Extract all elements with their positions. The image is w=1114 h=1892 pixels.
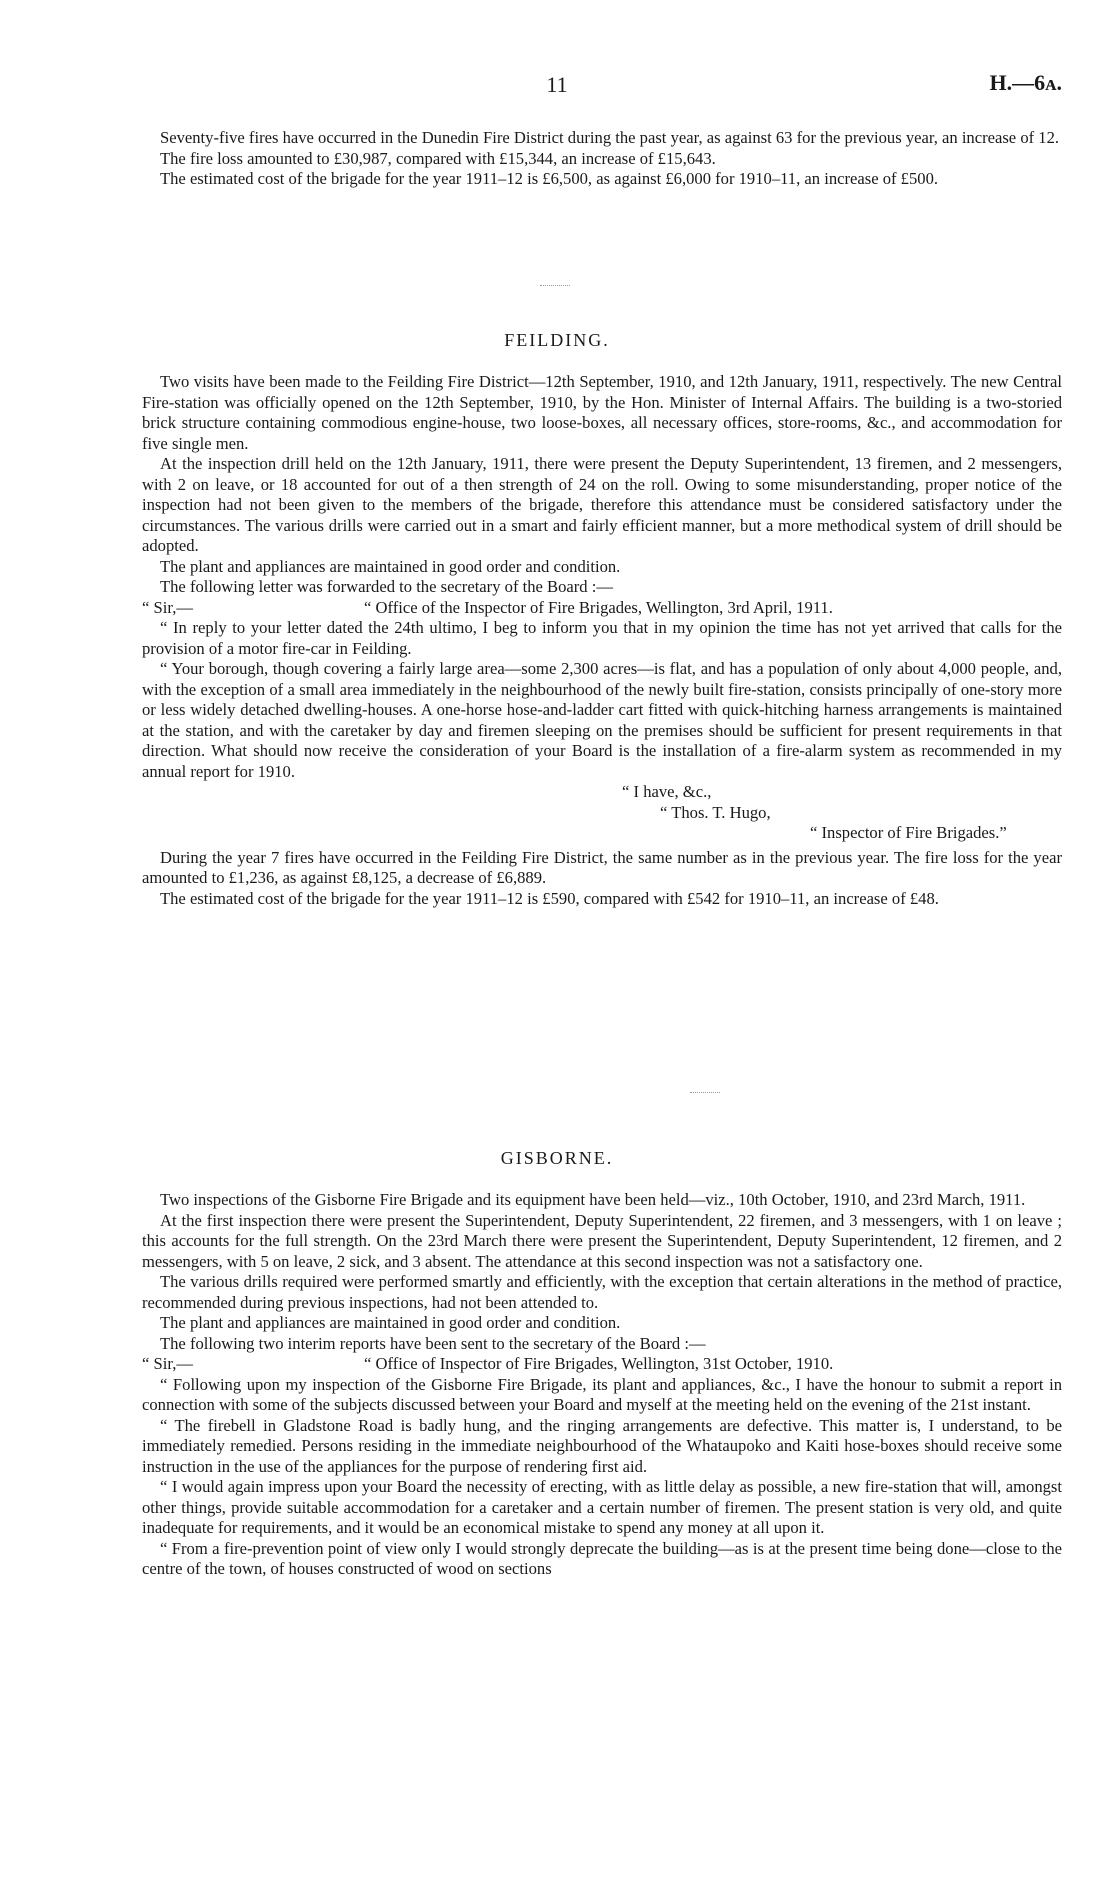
page-number: 11 [546,72,568,97]
paragraph: Two visits have been made to the Feilding Fire District—12th September, 1910, and 12th January, 1911, respectively. The new Central Fire-station was officially opened on the 12th September, 1910, by the Hon. Minister of Internal Affairs. The building is a two-storied brick structure containing commodious engine-house, two loose-boxes, all necessary offices, store-rooms, &c., and accommodation for five single men. [142,372,1062,453]
dunedin-section [142,128,1062,190]
document-reference: H.—6ᴀ. [989,70,1062,95]
paragraph: The plant and appliances are maintained in good order and condition. [160,1313,621,1332]
section-separator [690,1092,720,1094]
letter-closing: “ I have, &c., [622,782,712,801]
letter-address: “ Office of the Inspector of Fire Brigades, Wellington, 3rd April, 1911. [364,597,833,617]
paragraph: The various drills required were performed smartly and efficiently, with the exception that certain alterations in the method of practice, recommended during previous inspections, had not been attended to. [142,1272,1062,1312]
letter-paragraph: “ I would again impress upon your Board the necessity of erecting, with as little delay as possible, a new fire-station that will, amongst other things, provide suitable accommodation for a caretaker and a certain number of firemen. The present station is very old, and quite inadequate for requirements, and it would be an economical mistake to spend any money at all upon it. [142,1477,1062,1537]
letter-heading [142,1354,1062,1375]
paragraph: Seventy-five fires have occurred in the Dunedin Fire District during the past year, as against 63 for the previous year, an increase of 12. [160,128,1060,147]
letter-signatory-title: “ Inspector of Fire Brigades.” [810,823,1007,842]
section-heading-feilding: FEILDING. [504,330,610,350]
letter-signature: “ Thos. T. Hugo, [660,802,771,822]
paragraph: The fire loss amounted to £30,987, compared with £15,344, an increase of £15,643. [160,148,716,168]
letter-paragraph: “ The firebell in Gladstone Road is badly hung, and the ringing arrangements are defective. This matter is, I understand, to be immediately remedied. Persons residing in the immediate neighbourhood of the Whataupoko and Kaiti hose-boxes should receive some instruction in the use of the appliances for the purpose of rendering first aid. [142,1415,1062,1476]
letter-paragraph: “ From a fire-prevention point of view only I would strongly deprecate the building—as is at the present time being done—close to the centre of the town, of houses constructed of wood on sections [142,1538,1062,1578]
letter-heading [142,598,1062,619]
paragraph: During the year 7 fires have occurred in the Feilding Fire District, the same number as in the previous year. The fire loss for the year amounted to £1,236, as against £8,125, a decrease of £6,889. [142,847,1062,887]
paragraph: The estimated cost of the brigade for the year 1911–12 is £6,500, as against £6,000 for 1910–11, an increase of £500. [160,169,939,188]
letter-salutation: “ Sir,— [142,597,193,617]
letter-salutation: “ Sir,— [142,1354,193,1373]
paragraph: Two inspections of the Gisborne Fire Brigade and its equipment have been held—viz., 10th October, 1910, and 23rd March, 1911. [160,1190,1026,1209]
paragraph: At the first inspection there were present the Superintendent, Deputy Superintendent, 22 firemen, and 3 messengers, with 1 on leave ; this accounts for the full strength. On the 23rd March there were present the Superintendent, Deputy Superintendent, 12 firemen, and 2 messengers, with 5 on leave, 2 sick, and 3 absent. The attendance at this second inspection was not a satisfactory one. [142,1210,1062,1271]
paragraph: The estimated cost of the brigade for the year 1911–12 is £590, compared with £542 for 1910–11, an increase of £48. [160,888,939,908]
letter-paragraph: “ In reply to your letter dated the 24th ultimo, I beg to inform you that in my opinion the time has not yet arrived that calls for the provision of a motor fire-car in Feilding. [142,618,1062,658]
gisborne-section [142,1190,1062,1580]
paragraph: The following letter was forwarded to the secretary of the Board :— [160,577,613,596]
paragraph: At the inspection drill held on the 12th January, 1911, there were present the Deputy Superintendent, 13 firemen, and 2 messengers, with 2 on leave, or 18 accounted for out of a then strength of 24 on the roll. Owing to some misunderstanding, proper notice of the inspection had not been given to the members of the brigade, therefore this attendance must be considered satisfactory under the circumstances. The various drills were carried out in a smart and fairly efficient manner, but a more methodical system of drill should be adopted. [142,454,1062,555]
section-heading-gisborne: GISBORNE. [500,1148,614,1168]
section-separator [540,285,570,287]
letter-address: “ Office of Inspector of Fire Brigades, Wellington, 31st October, 1910. [364,1354,834,1373]
paragraph: The following two interim reports have been sent to the secretary of the Board :— [160,1333,706,1353]
paragraph: The plant and appliances are maintained in good order and condition. [160,556,621,576]
feilding-section [142,372,1062,909]
letter-paragraph: “ Following upon my inspection of the Gisborne Fire Brigade, its plant and appliances, &c., I have the honour to submit a report in connection with some of the subjects discussed between your Board and myself at the meeting held on the evening of the 21st instant. [142,1374,1062,1414]
letter-paragraph: “ Your borough, though covering a fairly large area—some 2,300 acres—is flat, and has a population of only about 4,000 people, and, with the exception of a small area immediately in the neighbourhood of the newly built fire-station, consists principally of one-story more or less widely detached dwelling-houses. A one-horse hose-and-ladder cart fitted with quick-hitching harness arrangements is maintained at the station, and with the caretaker by day and firemen sleeping on the premises should be sufficient for present requirements in that direction. What should now receive the consideration of your Board is the installation of a fire-alarm system as recommended in my annual report for 1910. [142,659,1062,781]
